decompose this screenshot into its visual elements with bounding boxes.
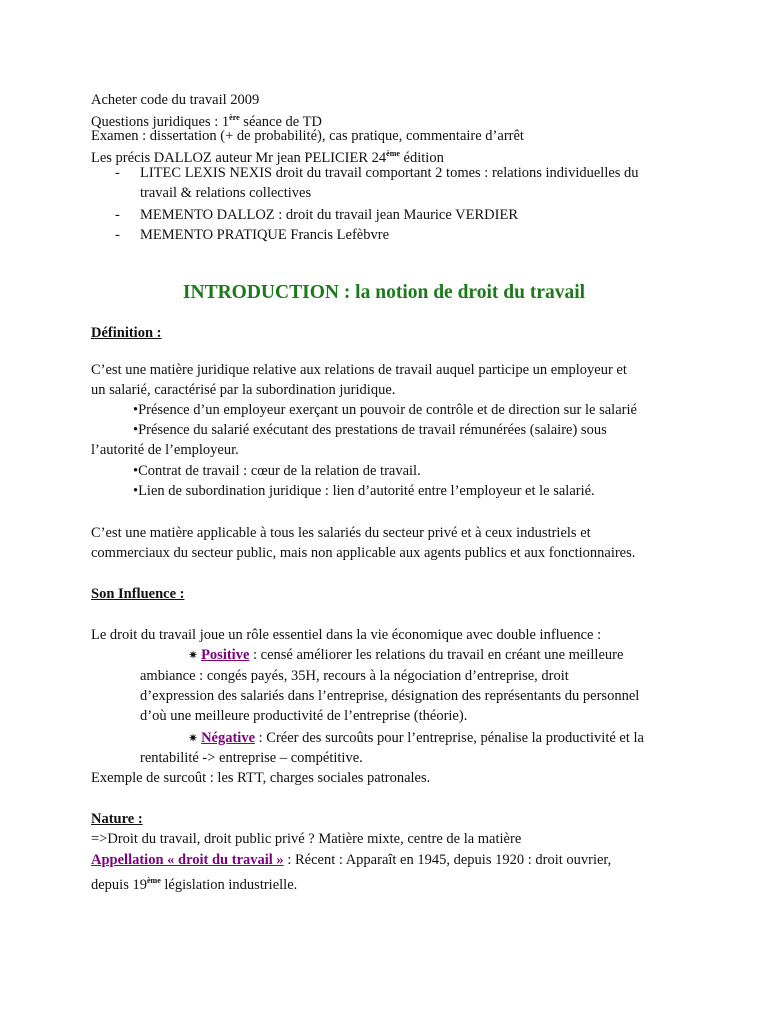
purchase-line: Acheter code du travail 2009: [91, 92, 260, 108]
precis-text-end: édition: [399, 150, 444, 166]
history-text: depuis 19: [91, 877, 147, 893]
appellation-label: Appellation « droit du travail »: [91, 852, 284, 868]
nature-title: [91, 810, 143, 828]
positive-cont-1: ambiance : congés payés, 35H, recours à la négociation d’entreprise, droit: [140, 668, 569, 684]
bullet-employer: •Présence d’un employeur exerçant un pouvoir de contrôle et de direction sur le salarié: [133, 402, 637, 418]
questions-text-end: séance de TD: [239, 114, 322, 130]
positive-cont-3: d’où une meilleure productivité de l’entreprise (théorie).: [140, 708, 468, 724]
list-dash: -: [115, 165, 120, 181]
negative-label: Négative: [201, 730, 256, 746]
example-line: Exemple de surcoût : les RTT, charges sociales patronales.: [91, 770, 431, 786]
book-item-memento-dalloz: MEMENTO DALLOZ : droit du travail jean Maurice VERDIER: [140, 207, 518, 223]
history-line: [91, 872, 298, 893]
definition-title: [91, 324, 161, 342]
bullet-contract: •Contrat de travail : cœur de la relation de travail.: [133, 463, 421, 479]
exam-line: Examen : dissertation (+ de probabilité), cas pratique, commentaire d’arrêt: [91, 128, 524, 144]
book-item-memento-pratique: MEMENTO PRATIQUE Francis Lefèbvre: [140, 227, 390, 243]
positive-cont-2: d’expression des salariés dans l’entreprise, désignation des représentants du personnel: [140, 688, 640, 704]
positive-label: Positive: [201, 647, 250, 663]
positive-text: : censé améliorer les relations du travail en créant une meilleure: [249, 647, 624, 663]
definition-paragraph-cont: un salarié, caractérisé par la subordination juridique.: [91, 382, 396, 398]
book-item-litec-cont: travail & relations collectives: [140, 185, 312, 201]
introduction-heading: INTRODUCTION : la notion de droit du travail: [182, 282, 586, 303]
bullet-employee: •Présence du salarié exécutant des prestations de travail rémunérées (salaire) sous: [133, 422, 607, 438]
precis-superscript: ème: [386, 149, 400, 158]
star-icon: ✷: [188, 648, 199, 662]
book-item-litec: LITEC LEXIS NEXIS droit du travail comportant 2 tomes : relations individuelles du: [140, 165, 639, 181]
definition-title-text: Définition :: [91, 325, 162, 341]
bullet-subordination: •Lien de subordination juridique : lien d’autorité entre l’employeur et le salarié.: [133, 483, 595, 499]
bullet-employee-cont: l’autorité de l’employeur.: [91, 442, 239, 458]
precis-line: [91, 145, 444, 166]
nature-line: =>Droit du travail, droit public privé ? Matière mixte, centre de la matière: [91, 831, 522, 847]
precis-text: Les précis DALLOZ auteur Mr jean PELICIER 24: [91, 150, 387, 166]
questions-superscript: ère: [229, 113, 240, 122]
influence-title: [91, 585, 184, 603]
definition-paragraph: C’est une matière juridique relative aux relations de travail auquel participe un employeur et: [91, 362, 627, 378]
scope-paragraph-cont: commerciaux du secteur public, mais non applicable aux agents publics et aux fonctionnaires.: [91, 545, 636, 561]
history-superscript: ème: [146, 876, 161, 885]
list-dash: -: [115, 227, 120, 243]
nature-title-text: Nature :: [91, 811, 143, 827]
appellation-line: [91, 851, 611, 869]
influence-intro: Le droit du travail joue un rôle essentiel dans la vie économique avec double influence :: [91, 627, 602, 643]
questions-text: Questions juridiques : 1: [91, 114, 230, 130]
history-text-end: législation industrielle.: [160, 877, 298, 893]
star-icon: ✷: [188, 731, 199, 745]
negative-line: [188, 729, 644, 747]
negative-text: : Créer des surcoûts pour l’entreprise, pénalise la productivité et la: [255, 730, 644, 746]
list-dash: -: [115, 207, 120, 223]
appellation-text: : Récent : Apparaît en 1945, depuis 1920 : droit ouvrier,: [283, 852, 612, 868]
negative-cont: rentabilité -> entreprise – compétitive.: [140, 750, 363, 766]
questions-line: [91, 109, 322, 130]
positive-line: [188, 646, 623, 664]
influence-title-text: Son Influence :: [91, 586, 185, 602]
scope-paragraph: C’est une matière applicable à tous les salariés du secteur privé et à ceux industriels et: [91, 525, 591, 541]
